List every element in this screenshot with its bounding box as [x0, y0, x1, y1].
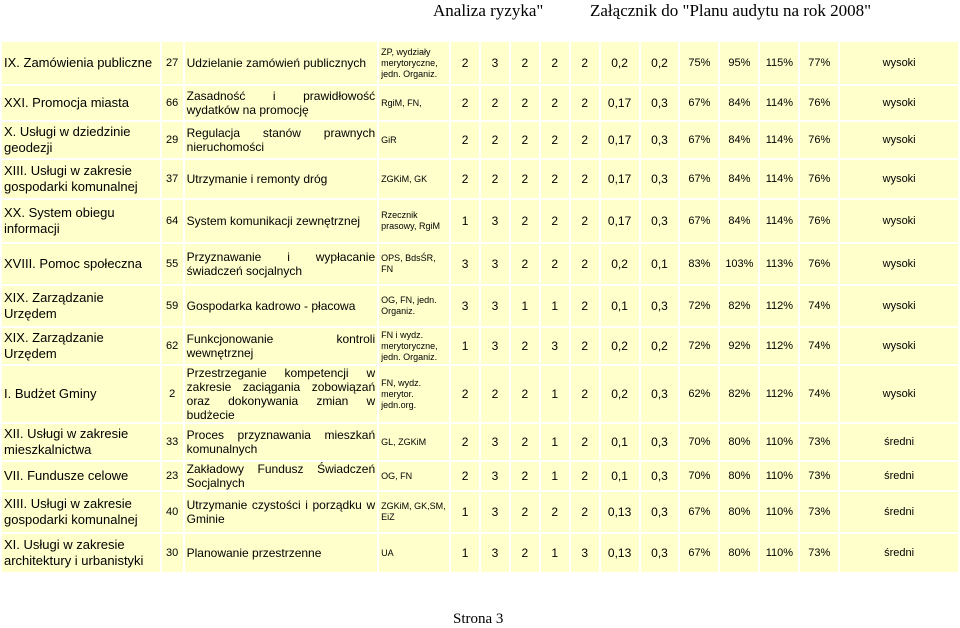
area-cell: XII. Usługi w zakresie mieszkalnictwa: [1, 423, 161, 461]
score-cell: 2: [480, 85, 510, 121]
percent-cell: 114%: [759, 159, 799, 199]
score-cell: 2: [570, 491, 600, 533]
weight-cell: 0,2: [640, 327, 680, 365]
weight-cell: 0,3: [640, 121, 680, 159]
weight-cell: 0,17: [600, 85, 640, 121]
table-row: [1, 159, 959, 199]
table-row: [1, 365, 959, 423]
task-cell: Zasadność i prawidłowość wydatków na promocję: [184, 85, 379, 121]
score-cell: 2: [480, 121, 510, 159]
score-cell: 2: [510, 491, 540, 533]
percent-cell: 76%: [799, 199, 839, 243]
score-cell: 2: [450, 121, 480, 159]
page-header: [0, 0, 960, 40]
percent-cell: 76%: [799, 243, 839, 285]
task-number-cell: 23: [161, 461, 184, 491]
percent-cell: 73%: [799, 491, 839, 533]
percent-cell: 84%: [719, 159, 759, 199]
table-row: [1, 199, 959, 243]
task-number-cell: 66: [161, 85, 184, 121]
percent-cell: 80%: [719, 491, 759, 533]
task-cell: Regulacja stanów prawnych nieruchomości: [184, 121, 379, 159]
score-cell: 2: [570, 121, 600, 159]
header-attachment: Załącznik do "Planu audytu na rok 2008": [590, 1, 872, 20]
area-cell: XIII. Usługi w zakresie gospodarki komunalnej: [1, 159, 161, 199]
table-row: [1, 85, 959, 121]
task-number-cell: 2: [161, 365, 184, 423]
percent-cell: 76%: [799, 159, 839, 199]
score-cell: 3: [480, 285, 510, 327]
percent-cell: 72%: [679, 285, 719, 327]
task-number-cell: 33: [161, 423, 184, 461]
table-row: [1, 533, 959, 573]
score-cell: 1: [540, 365, 570, 423]
score-cell: 1: [540, 285, 570, 327]
score-cell: 2: [570, 199, 600, 243]
task-cell: Planowanie przestrzenne: [184, 533, 379, 573]
percent-cell: 82%: [719, 365, 759, 423]
percent-cell: 112%: [759, 365, 799, 423]
risk-level-cell: wysoki: [839, 159, 959, 199]
task-number-cell: 30: [161, 533, 184, 573]
weight-cell: 0,17: [600, 199, 640, 243]
weight-cell: 0,3: [640, 285, 680, 327]
score-cell: 1: [540, 423, 570, 461]
percent-cell: 76%: [799, 121, 839, 159]
score-cell: 2: [480, 365, 510, 423]
table-row: [1, 285, 959, 327]
percent-cell: 80%: [719, 423, 759, 461]
score-cell: 2: [540, 121, 570, 159]
percent-cell: 73%: [799, 533, 839, 573]
percent-cell: 114%: [759, 199, 799, 243]
table-body: [1, 41, 959, 573]
percent-cell: 74%: [799, 365, 839, 423]
weight-cell: 0,2: [640, 41, 680, 85]
task-cell: Utrzymanie czystości i porządku w Gminie: [184, 491, 379, 533]
table-row: [1, 41, 959, 85]
unit-cell: ZP, wydziały merytoryczne, jedn. Organiz.: [378, 41, 450, 85]
unit-cell: OG, FN, jedn. Organiz.: [378, 285, 450, 327]
percent-cell: 73%: [799, 461, 839, 491]
score-cell: 2: [510, 121, 540, 159]
score-cell: 2: [540, 243, 570, 285]
percent-cell: 114%: [759, 85, 799, 121]
risk-level-cell: wysoki: [839, 85, 959, 121]
percent-cell: 82%: [719, 285, 759, 327]
score-cell: 2: [540, 491, 570, 533]
area-cell: IX. Zamówienia publiczne: [1, 41, 161, 85]
weight-cell: 0,2: [600, 327, 640, 365]
area-cell: XIII. Usługi w zakresie gospodarki komunalnej: [1, 491, 161, 533]
area-cell: VII. Fundusze celowe: [1, 461, 161, 491]
score-cell: 3: [480, 533, 510, 573]
score-cell: 2: [540, 41, 570, 85]
area-cell: X. Usługi w dziedzinie geodezji: [1, 121, 161, 159]
percent-cell: 75%: [679, 41, 719, 85]
percent-cell: 92%: [719, 327, 759, 365]
percent-cell: 73%: [799, 423, 839, 461]
weight-cell: 0,3: [640, 461, 680, 491]
score-cell: 2: [510, 423, 540, 461]
score-cell: 1: [540, 533, 570, 573]
weight-cell: 0,2: [600, 41, 640, 85]
percent-cell: 70%: [679, 423, 719, 461]
score-cell: 2: [540, 85, 570, 121]
percent-cell: 84%: [719, 199, 759, 243]
unit-cell: GL, ZGKiM: [378, 423, 450, 461]
weight-cell: 0,3: [640, 199, 680, 243]
task-number-cell: 27: [161, 41, 184, 85]
score-cell: 3: [480, 41, 510, 85]
weight-cell: 0,2: [600, 365, 640, 423]
score-cell: 2: [570, 365, 600, 423]
task-number-cell: 40: [161, 491, 184, 533]
risk-level-cell: wysoki: [839, 199, 959, 243]
score-cell: 2: [450, 85, 480, 121]
page-footer: Strona 3: [453, 611, 504, 627]
table-row: [1, 327, 959, 365]
area-cell: XXI. Promocja miasta: [1, 85, 161, 121]
score-cell: 3: [480, 461, 510, 491]
score-cell: 2: [570, 461, 600, 491]
table-row: [1, 121, 959, 159]
percent-cell: 110%: [759, 423, 799, 461]
area-cell: XIX. Zarządzanie Urzędem: [1, 327, 161, 365]
score-cell: 3: [450, 243, 480, 285]
score-cell: 2: [570, 85, 600, 121]
percent-cell: 110%: [759, 461, 799, 491]
score-cell: 2: [570, 423, 600, 461]
weight-cell: 0,13: [600, 533, 640, 573]
task-cell: Udzielanie zamówień publicznych: [184, 41, 379, 85]
percent-cell: 103%: [719, 243, 759, 285]
risk-level-cell: średni: [839, 423, 959, 461]
percent-cell: 74%: [799, 327, 839, 365]
score-cell: 3: [480, 199, 510, 243]
weight-cell: 0,3: [640, 159, 680, 199]
score-cell: 3: [540, 327, 570, 365]
weight-cell: 0,1: [600, 461, 640, 491]
task-cell: Przyznawanie i wypłacanie świadczeń socjalnych: [184, 243, 379, 285]
score-cell: 2: [450, 41, 480, 85]
weight-cell: 0,3: [640, 533, 680, 573]
unit-cell: ZGKiM, GK,SM, EiZ: [378, 491, 450, 533]
risk-analysis-table: [0, 40, 960, 574]
score-cell: 2: [510, 41, 540, 85]
score-cell: 1: [450, 533, 480, 573]
task-cell: Gospodarka kadrowo - płacowa: [184, 285, 379, 327]
unit-cell: ZGKiM, GK: [378, 159, 450, 199]
score-cell: 2: [510, 199, 540, 243]
weight-cell: 0,1: [640, 243, 680, 285]
percent-cell: 83%: [679, 243, 719, 285]
risk-level-cell: wysoki: [839, 365, 959, 423]
percent-cell: 80%: [719, 461, 759, 491]
risk-level-cell: wysoki: [839, 121, 959, 159]
score-cell: 2: [450, 365, 480, 423]
task-number-cell: 55: [161, 243, 184, 285]
percent-cell: 80%: [719, 533, 759, 573]
score-cell: 1: [450, 199, 480, 243]
percent-cell: 62%: [679, 365, 719, 423]
weight-cell: 0,1: [600, 285, 640, 327]
score-cell: 1: [540, 461, 570, 491]
score-cell: 2: [450, 423, 480, 461]
score-cell: 3: [480, 423, 510, 461]
weight-cell: 0,3: [640, 423, 680, 461]
score-cell: 1: [450, 327, 480, 365]
task-number-cell: 29: [161, 121, 184, 159]
score-cell: 2: [510, 85, 540, 121]
percent-cell: 110%: [759, 491, 799, 533]
unit-cell: GiR: [378, 121, 450, 159]
score-cell: 2: [510, 461, 540, 491]
unit-cell: OPS, BdsŚR, FN: [378, 243, 450, 285]
score-cell: 1: [510, 285, 540, 327]
score-cell: 3: [450, 285, 480, 327]
task-number-cell: 37: [161, 159, 184, 199]
percent-cell: 76%: [799, 85, 839, 121]
weight-cell: 0,3: [640, 365, 680, 423]
unit-cell: FN i wydz. merytoryczne, jedn. Organiz.: [378, 327, 450, 365]
percent-cell: 67%: [679, 85, 719, 121]
percent-cell: 113%: [759, 243, 799, 285]
area-cell: XVIII. Pomoc społeczna: [1, 243, 161, 285]
task-cell: Zakładowy Fundusz Świadczeń Socjalnych: [184, 461, 379, 491]
table-row: [1, 243, 959, 285]
percent-cell: 67%: [679, 491, 719, 533]
risk-level-cell: wysoki: [839, 243, 959, 285]
task-cell: System komunikacji zewnętrznej: [184, 199, 379, 243]
area-cell: XX. System obiegu informacji: [1, 199, 161, 243]
weight-cell: 0,1: [600, 423, 640, 461]
weight-cell: 0,13: [600, 491, 640, 533]
score-cell: 2: [510, 243, 540, 285]
score-cell: 2: [570, 285, 600, 327]
area-cell: I. Budżet Gminy: [1, 365, 161, 423]
table-row: [1, 423, 959, 461]
percent-cell: 115%: [759, 41, 799, 85]
risk-level-cell: średni: [839, 533, 959, 573]
weight-cell: 0,17: [600, 159, 640, 199]
table-row: [1, 461, 959, 491]
percent-cell: 72%: [679, 327, 719, 365]
unit-cell: UA: [378, 533, 450, 573]
percent-cell: 114%: [759, 121, 799, 159]
score-cell: 2: [570, 159, 600, 199]
unit-cell: RgiM, FN,: [378, 85, 450, 121]
score-cell: 3: [570, 533, 600, 573]
score-cell: 3: [480, 491, 510, 533]
task-number-cell: 64: [161, 199, 184, 243]
score-cell: 1: [450, 491, 480, 533]
percent-cell: 95%: [719, 41, 759, 85]
score-cell: 2: [450, 159, 480, 199]
percent-cell: 67%: [679, 199, 719, 243]
percent-cell: 112%: [759, 327, 799, 365]
score-cell: 2: [570, 41, 600, 85]
score-cell: 2: [540, 199, 570, 243]
task-cell: Utrzymanie i remonty dróg: [184, 159, 379, 199]
score-cell: 3: [480, 243, 510, 285]
score-cell: 2: [510, 327, 540, 365]
percent-cell: 77%: [799, 41, 839, 85]
task-cell: Przestrzeganie kompetencji w zakresie zaciągania zobowiązań oraz dokonywania zmian w budżecie: [184, 365, 379, 423]
score-cell: 2: [480, 159, 510, 199]
area-cell: XIX. Zarządzanie Urzędem: [1, 285, 161, 327]
percent-cell: 74%: [799, 285, 839, 327]
header-title: Analiza ryzyka": [433, 1, 544, 20]
weight-cell: 0,3: [640, 491, 680, 533]
score-cell: 2: [510, 365, 540, 423]
percent-cell: 67%: [679, 121, 719, 159]
percent-cell: 84%: [719, 121, 759, 159]
risk-level-cell: wysoki: [839, 285, 959, 327]
score-cell: 2: [450, 461, 480, 491]
percent-cell: 110%: [759, 533, 799, 573]
table-row: [1, 491, 959, 533]
percent-cell: 70%: [679, 461, 719, 491]
weight-cell: 0,17: [600, 121, 640, 159]
task-number-cell: 62: [161, 327, 184, 365]
unit-cell: Rzecznik prasowy, RgiM: [378, 199, 450, 243]
score-cell: 2: [540, 159, 570, 199]
risk-level-cell: wysoki: [839, 41, 959, 85]
score-cell: 2: [570, 327, 600, 365]
risk-level-cell: średni: [839, 461, 959, 491]
task-cell: Funkcjonowanie kontroli wewnętrznej: [184, 327, 379, 365]
unit-cell: OG, FN: [378, 461, 450, 491]
percent-cell: 67%: [679, 159, 719, 199]
risk-level-cell: średni: [839, 491, 959, 533]
area-cell: XI. Usługi w zakresie architektury i urbanistyki: [1, 533, 161, 573]
percent-cell: 67%: [679, 533, 719, 573]
weight-cell: 0,3: [640, 85, 680, 121]
score-cell: 3: [480, 327, 510, 365]
score-cell: 2: [510, 533, 540, 573]
task-cell: Proces przyznawania mieszkań komunalnych: [184, 423, 379, 461]
score-cell: 2: [570, 243, 600, 285]
risk-level-cell: wysoki: [839, 327, 959, 365]
percent-cell: 84%: [719, 85, 759, 121]
task-number-cell: 59: [161, 285, 184, 327]
unit-cell: FN, wydz. merytor. jedn.org.: [378, 365, 450, 423]
weight-cell: 0,2: [600, 243, 640, 285]
score-cell: 2: [510, 159, 540, 199]
percent-cell: 112%: [759, 285, 799, 327]
